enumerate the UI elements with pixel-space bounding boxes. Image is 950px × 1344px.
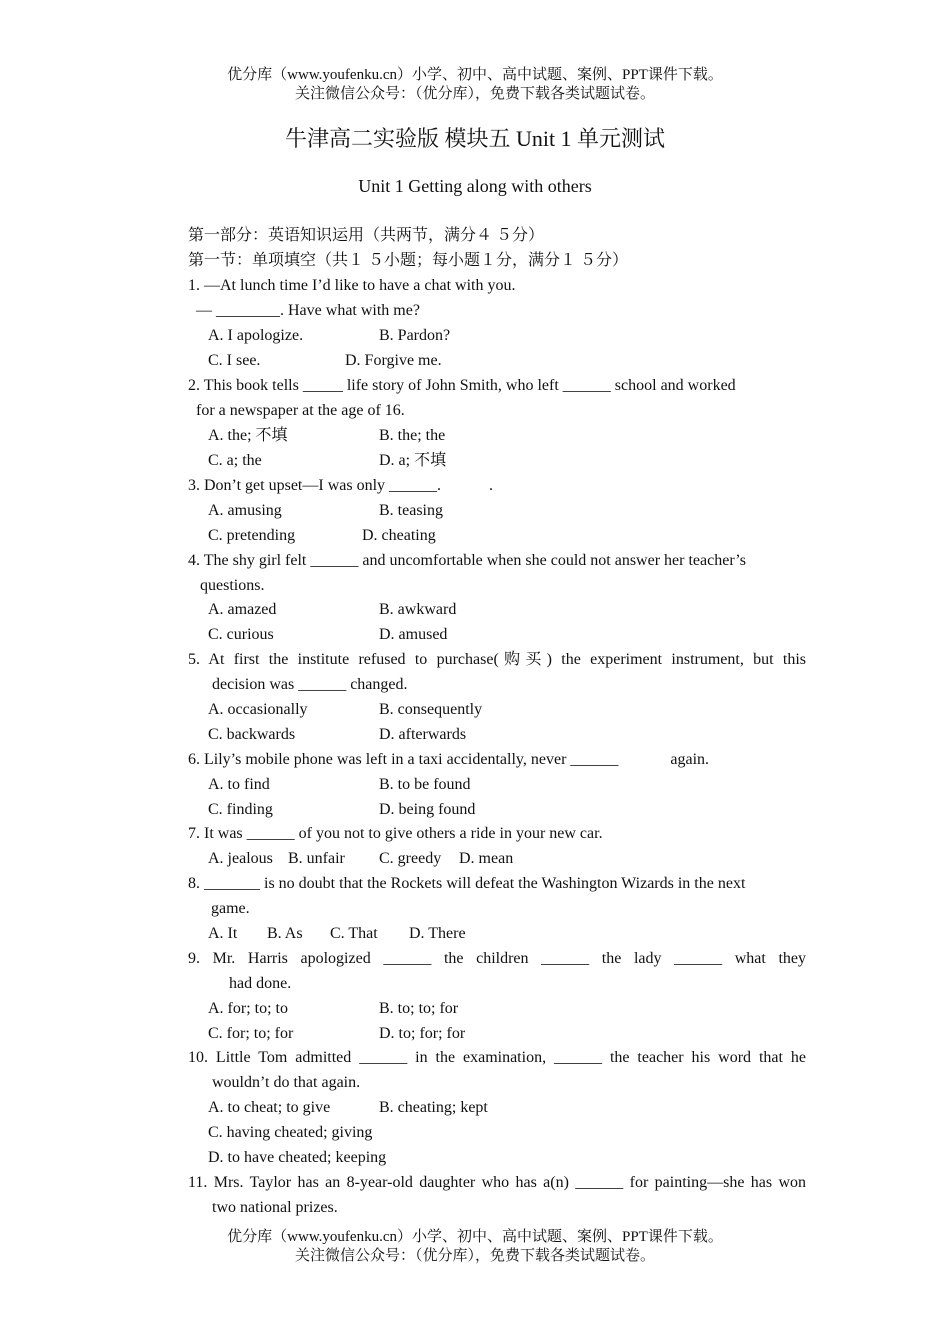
q3-option-c: C. pretending (208, 527, 296, 544)
q10-option-a: A. to cheat; to give (208, 1099, 331, 1116)
q6-option-b: B. to be found (379, 776, 471, 793)
q2-option-c: C. a; the (208, 452, 262, 469)
q7-option-c: C. greedy (379, 850, 442, 867)
q1-option-c: C. I see. (208, 352, 261, 369)
question-10: 10. Little Tom admitted ______ in the examination, ______ the teacher his word that he (188, 1049, 806, 1066)
page-subtitle: Unit 1 Getting along with others (358, 176, 592, 196)
q2-option-a: A. the; 不填 (208, 427, 288, 444)
question-7: 7. It was ______ of you not to give others a ride in your new car. (188, 825, 603, 842)
header-line-1: 优分库（www.youfenku.cn）小学、初中、高中试题、案例、PPT课件下载。 (227, 67, 723, 83)
question-8-line-2: game. (211, 900, 250, 917)
q10-option-c: C. having cheated; giving (208, 1124, 373, 1141)
question-10-line-2: wouldn’t do that again. (212, 1074, 361, 1091)
q9-option-a: A. for; to; to (208, 1000, 288, 1017)
q8-option-c: C. That (330, 925, 378, 942)
question-1: 1. —At lunch time I’d like to have a chat with you. (188, 277, 516, 294)
q4-option-c: C. curious (208, 626, 274, 643)
question-11-line-2: two national prizes. (212, 1199, 338, 1216)
q3-option-d: D. cheating (362, 527, 436, 544)
q4-option-b: B. awkward (379, 601, 457, 618)
q4-option-d: D. amused (379, 626, 448, 643)
question-3: 3. Don’t get upset—I was only ______. . (188, 477, 494, 494)
question-11: 11. Mrs. Taylor has an 8-year-old daughter who has a(n) ______ for painting—she has won (188, 1174, 806, 1191)
q5-option-a: A. occasionally (208, 701, 308, 718)
q3-option-a: A. amusing (208, 502, 282, 519)
q9-option-b: B. to; to; for (379, 1000, 459, 1017)
footer-line-1: 优分库（www.youfenku.cn）小学、初中、高中试题、案例、PPT课件下载。 (227, 1229, 723, 1245)
part-heading: 第一部分：英语知识运用（共两节，满分４ ５分） (188, 227, 545, 244)
q10-option-d: D. to have cheated; keeping (208, 1149, 387, 1166)
q2-option-b: B. the; the (379, 427, 446, 444)
q6-option-a: A. to find (208, 776, 270, 793)
q7-option-d: D. mean (459, 850, 514, 867)
section-heading: 第一节：单项填空（共１ ５小题；每小题１分，满分１ ５分） (188, 252, 629, 269)
page-title: 牛津高二实验版 模块五 Unit 1 单元测试 (284, 126, 666, 151)
q1-option-d: D. Forgive me. (345, 352, 442, 369)
q5-option-b: B. consequently (379, 701, 483, 718)
q9-option-d: D. to; for; for (379, 1025, 466, 1042)
question-9-line-2: had done. (229, 975, 292, 992)
question-2: 2. This book tells _____ life story of John Smith, who left ______ school and worked (188, 377, 736, 394)
q10-option-b: B. cheating; kept (379, 1099, 488, 1116)
q2-option-d: D. a; 不填 (379, 452, 447, 469)
footer-line-2: 关注微信公众号：（优分库），免费下载各类试题试卷。 (294, 1248, 655, 1264)
q6-option-d: D. being found (379, 801, 476, 818)
header-line-2: 关注微信公众号：（优分库），免费下载各类试题试卷。 (294, 86, 655, 102)
q9-option-c: C. for; to; for (208, 1025, 294, 1042)
q7-option-b: B. unfair (288, 850, 345, 867)
q8-option-a: A. It (208, 925, 238, 942)
question-4-line-2: questions. (200, 577, 265, 594)
question-6: 6. Lily’s mobile phone was left in a taxi accidentally, never ______ again. (188, 751, 710, 768)
q7-option-a: A. jealous (208, 850, 273, 867)
q8-option-b: B. As (267, 925, 303, 942)
q5-option-d: D. afterwards (379, 726, 467, 743)
q1-option-a: A. I apologize. (208, 327, 304, 344)
q5-option-c: C. backwards (208, 726, 296, 743)
question-4: 4. The shy girl felt ______ and uncomfortable when she could not answer her teacher’s (188, 552, 746, 569)
question-8: 8. _______ is no doubt that the Rockets will defeat the Washington Wizards in the next (188, 875, 746, 892)
q6-option-c: C. finding (208, 801, 273, 818)
question-1-line-2: — ________. Have what with me? (196, 302, 420, 319)
q4-option-a: A. amazed (208, 601, 277, 618)
q3-option-b: B. teasing (379, 502, 443, 519)
q8-option-d: D. There (409, 925, 466, 942)
question-9: 9. Mr. Harris apologized ______ the children ______ the lady ______ what they (188, 950, 806, 967)
question-5: 5. At first the institute refused to purchase(购买) the experiment instrument, but this (188, 651, 806, 668)
q1-option-b: B. Pardon? (379, 327, 451, 344)
question-5-line-2: decision was ______ changed. (212, 676, 408, 693)
question-2-line-2: for a newspaper at the age of 16. (196, 402, 405, 419)
